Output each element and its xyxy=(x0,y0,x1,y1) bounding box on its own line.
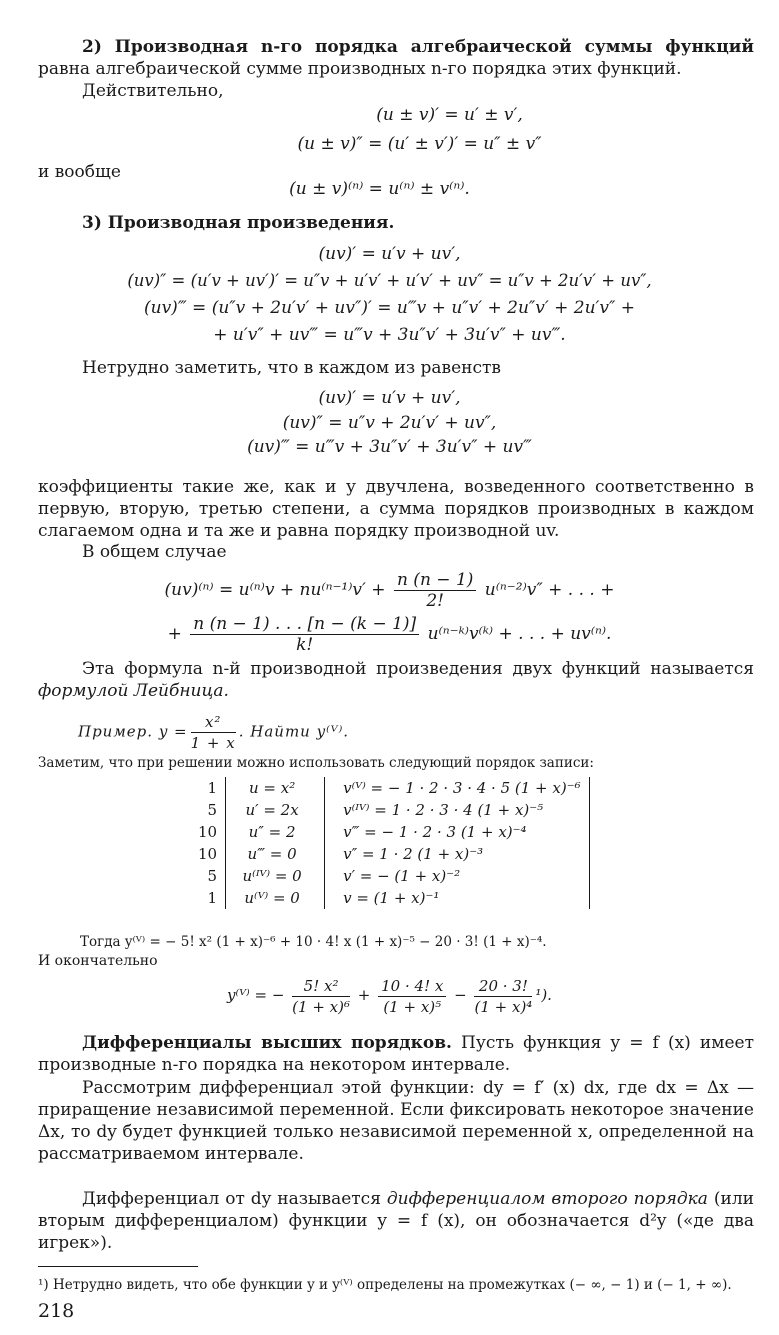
coefficients-paragraph: коэффициенты такие же, как и у двучлена, возведенного соответственно в первую, вторую, третью степени, а сумма порядков производных в каждом слагаемом одна и та же и равна порядку производной uv. xyxy=(38,477,754,541)
footnote: ¹) Нетрудно видеть, что обе функции y и y⁽ⱽ⁾ определены на промежутках (− ∞, − 1) и (− 1, + ∞). xyxy=(38,1277,732,1293)
plus-sign: + xyxy=(357,986,371,1004)
coef-cell: 1 xyxy=(192,887,226,909)
example-label: Пример. xyxy=(78,722,154,741)
coef-cell: 5 xyxy=(192,865,226,887)
derivative-table xyxy=(192,777,590,909)
example-y: y = xyxy=(158,722,188,741)
page-number: 218 xyxy=(38,1300,75,1322)
example-task: . Найти y⁽ⱽ⁾. xyxy=(238,722,350,741)
final-f2-den: (1 + x)⁵ xyxy=(383,997,442,1016)
section-2-paragraph xyxy=(38,36,754,80)
table-row xyxy=(192,887,590,909)
sum-eq-1: (u ± v)′ = u′ ± v′, xyxy=(376,105,523,125)
final-fraction-1 xyxy=(292,976,350,1017)
v-cell: v‴ = − 1 · 2 · 3 (1 + x)⁻⁴ xyxy=(325,821,590,843)
final-fraction-2 xyxy=(378,976,446,1017)
finally-label: И окончательно xyxy=(38,953,158,969)
table-row xyxy=(192,865,590,887)
final-formula xyxy=(0,972,779,1018)
table-row xyxy=(192,843,590,865)
diff-heading: Дифференциалы высших порядков. xyxy=(82,1033,452,1053)
u-cell: u = x² xyxy=(226,777,325,799)
diff-text-3a: Дифференциал от dy называется xyxy=(82,1189,387,1209)
sum-eq-3: (u ± v)⁽ⁿ⁾ = u⁽ⁿ⁾ ± v⁽ⁿ⁾. xyxy=(289,179,470,199)
diff-text-3b: дифференциалом второго порядка xyxy=(386,1189,708,1209)
coef-cell: 1 xyxy=(192,777,226,799)
coef-cell: 5 xyxy=(192,799,226,821)
footnote-divider xyxy=(38,1266,198,1267)
leibniz-2-plus: + xyxy=(167,624,182,644)
diff-paragraph-2: Рассмотрим дифференциал этой функции: dy = f′ (x) dx, где dx = Δx — приращение независимой переменной. Если фиксировать некоторое значение Δx, то dy будет функцией только независимой переменной x, определенной на рассматриваемом интервале. xyxy=(38,1078,754,1164)
example-numerator: x² xyxy=(191,712,236,733)
example-line xyxy=(78,712,349,753)
v-cell: v⁽ᴵⱽ⁾ = 1 · 2 · 3 · 4 (1 + x)⁻⁵ xyxy=(325,799,590,821)
u-cell: u⁽ⱽ⁾ = 0 xyxy=(226,887,325,909)
diff-paragraph-3 xyxy=(38,1188,754,1254)
v-cell: v′ = − (1 + x)⁻² xyxy=(325,865,590,887)
leibniz-2-denominator: k! xyxy=(296,635,314,655)
final-lhs: y⁽ⱽ⁾ = − xyxy=(227,986,285,1004)
minus-sign: − xyxy=(454,986,467,1004)
u-cell: u‴ = 0 xyxy=(226,843,325,865)
prod-eq-7: (uv)‴ = u‴v + 3u″v′ + 3u′v″ + uv‴ xyxy=(247,437,532,457)
u-cell: u″ = 2 xyxy=(226,821,325,843)
leibniz-2-fraction xyxy=(190,614,419,655)
leibniz-text: Эта формула n-й производной произведения двух функций называется xyxy=(82,659,754,679)
u-cell: u⁽ᴵⱽ⁾ = 0 xyxy=(226,865,325,887)
general-case-label: В общем случае xyxy=(82,542,227,562)
diff-text-1: Пусть функция y = f (x) имеет производные n-го порядка на некотором интервале. xyxy=(38,1033,754,1075)
example-denominator: 1 + x xyxy=(190,734,236,752)
v-cell: v = (1 + x)⁻¹ xyxy=(325,887,590,909)
diff-paragraph-1 xyxy=(38,1032,754,1076)
leibniz-paragraph xyxy=(38,658,754,702)
leibniz-line-2 xyxy=(0,612,779,656)
table-row xyxy=(192,821,590,843)
leibniz-line-1 xyxy=(0,568,779,612)
final-fraction-3 xyxy=(474,976,532,1017)
u-cell: u′ = 2x xyxy=(226,799,325,821)
section-3-heading: 3) Производная произведения. xyxy=(82,213,395,233)
prod-eq-5: (uv)′ = u′v + uv′, xyxy=(318,388,461,408)
diff-text-3c: (или вторым дифференциалом) функции y = f (x), он обозначается d²y («де два игрек»). xyxy=(38,1189,754,1253)
prod-eq-1: (uv)′ = u′v + uv′, xyxy=(318,244,461,264)
coef-cell: 10 xyxy=(192,843,226,865)
final-f2-num: 10 · 4! x xyxy=(378,976,446,997)
leibniz-1-left: (uv)⁽ⁿ⁾ = u⁽ⁿ⁾v + nu⁽ⁿ⁻¹⁾v′ + xyxy=(164,580,386,600)
example-remark: Заметим, что при решении можно использовать следующий порядок записи: xyxy=(38,755,594,771)
leibniz-2-right: u⁽ⁿ⁻ᵏ⁾v⁽ᵏ⁾ + . . . + uv⁽ⁿ⁾. xyxy=(427,624,612,644)
then-line: Тогда y⁽ⱽ⁾ = − 5! x² (1 + x)⁻⁶ + 10 · 4! x (1 + x)⁻⁵ − 20 · 3! (1 + x)⁻⁴. xyxy=(80,934,547,950)
section-2-text: равна алгебраической сумме производных n-го порядка этих функций. xyxy=(38,59,682,79)
leibniz-1-right: u⁽ⁿ⁻²⁾v″ + . . . + xyxy=(484,580,615,600)
example-fraction xyxy=(191,712,236,753)
final-f3-den: (1 + x)⁴ xyxy=(474,997,533,1016)
prod-eq-6: (uv)″ = u″v + 2u′v′ + uv″, xyxy=(282,413,497,433)
coef-cell: 10 xyxy=(192,821,226,843)
leibniz-1-numerator: n (n − 1) xyxy=(394,570,476,591)
prod-eq-3: (uv)‴ = (u″v + 2u′v′ + uv″)′ = u‴v + u″v′ + 2u″v′ + 2u′v″ + xyxy=(144,298,635,318)
v-cell: v⁽ⱽ⁾ = − 1 · 2 · 3 · 4 · 5 (1 + x)⁻⁶ xyxy=(325,777,590,799)
indeed-label: Действительно, xyxy=(82,81,224,101)
final-f1-num: 5! x² xyxy=(292,976,350,997)
leibniz-1-fraction xyxy=(394,570,476,611)
prod-eq-2: (uv)″ = (u′v + uv′)′ = u″v + u′v′ + u′v′ + uv″ = u″v + 2u′v′ + uv″, xyxy=(127,271,652,290)
section-3-heading-line xyxy=(38,212,754,234)
note-text: Нетрудно заметить, что в каждом из равенств xyxy=(82,358,501,378)
leibniz-name: формулой Лейбница. xyxy=(38,681,229,701)
prod-eq-4: + u′v″ + uv‴ = u‴v + 3u″v′ + 3u′v″ + uv‴. xyxy=(213,325,566,345)
sum-eq-2: (u ± v)″ = (u′ ± v′)′ = u″ ± v″ xyxy=(297,134,542,154)
final-f3-num: 20 · 3! xyxy=(474,976,532,997)
table-row xyxy=(192,777,590,799)
general-label: и вообще xyxy=(38,162,121,182)
final-f1-den: (1 + x)⁶ xyxy=(292,997,350,1016)
section-2-heading: 2) Производная n-го порядка алгебраической суммы функций xyxy=(82,37,754,57)
final-end: ¹). xyxy=(535,986,552,1004)
leibniz-2-numerator: n (n − 1) . . . [n − (k − 1)] xyxy=(190,614,419,635)
table-row xyxy=(192,799,590,821)
v-cell: v″ = 1 · 2 (1 + x)⁻³ xyxy=(325,843,590,865)
leibniz-1-denominator: 2! xyxy=(426,591,444,611)
